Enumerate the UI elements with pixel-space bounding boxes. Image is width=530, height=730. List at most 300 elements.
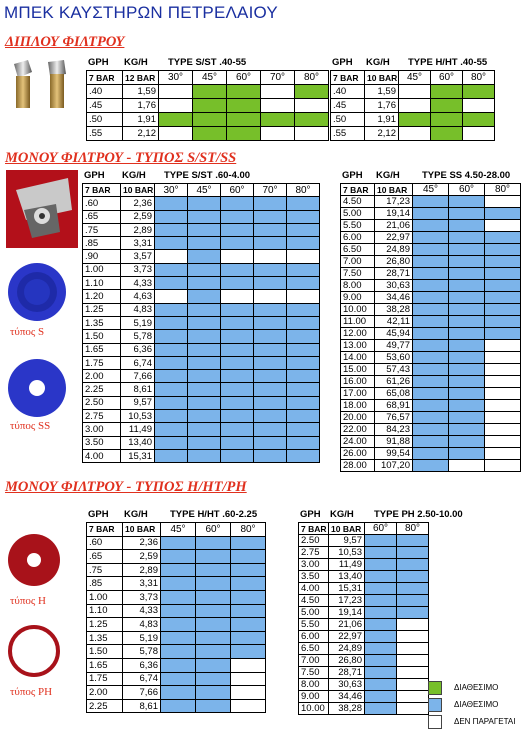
availability-cell: [397, 631, 429, 643]
availability-cell: [485, 244, 521, 256]
kgh-cell: 5,19: [123, 631, 161, 645]
kgh-cell: 4,33: [121, 277, 155, 290]
availability-cell: [449, 244, 485, 256]
kgh-cell: 26,80: [329, 655, 365, 667]
kgh-cell: 9,57: [121, 396, 155, 409]
table-row: [299, 559, 429, 571]
availability-cell: [449, 364, 485, 376]
kgh-cell: 76,57: [375, 412, 413, 424]
availability-cell: [155, 356, 188, 369]
kgh-cell: 10,53: [329, 547, 365, 559]
table-row: [83, 330, 320, 343]
kgh-cell: 22,97: [375, 232, 413, 244]
gph-cell: 7.50: [299, 667, 329, 679]
type-header: TYPE H/HT .40-55: [408, 57, 488, 68]
type-header: TYPE SS 4.50-28.00: [422, 170, 511, 181]
table-title-tbl5: [88, 509, 257, 520]
table-row: [341, 304, 521, 316]
bar2-header: 10 BAR: [329, 523, 365, 535]
availability-cell: [287, 263, 320, 276]
gph-header: GPH: [300, 509, 321, 520]
kgh-cell: 7,66: [123, 686, 161, 700]
kgh-cell: 2,89: [123, 563, 161, 577]
angle-header: 70°: [254, 184, 287, 197]
availability-cell: [159, 85, 193, 99]
availability-cell: [365, 595, 397, 607]
availability-cell: [155, 263, 188, 276]
availability-cell: [231, 686, 266, 700]
availability-cell: [161, 618, 196, 632]
kgh-cell: 9,57: [329, 535, 365, 547]
table-row: [83, 223, 320, 236]
kgh-cell: 1,76: [123, 99, 159, 113]
table-row: [87, 127, 329, 141]
table-row: [87, 604, 266, 618]
gph-cell: 3.00: [299, 559, 329, 571]
availability-cell: [287, 396, 320, 409]
kgh-cell: 107,20: [375, 460, 413, 472]
table-row: [299, 691, 429, 703]
table-row: [341, 364, 521, 376]
angle-header: 60°: [365, 523, 397, 535]
gph-cell: .85: [83, 237, 121, 250]
kgh-cell: 2,12: [365, 127, 399, 141]
bar2-header: 10 BAR: [365, 71, 399, 85]
availability-cell: [449, 412, 485, 424]
kgh-cell: 2,59: [121, 210, 155, 223]
gph-cell: 6.50: [341, 244, 375, 256]
availability-cell: [399, 127, 431, 141]
table-row: [83, 356, 320, 369]
availability-cell: [188, 263, 221, 276]
kgh-cell: 65,08: [375, 388, 413, 400]
availability-cell: [413, 244, 449, 256]
availability-cell: [161, 590, 196, 604]
availability-cell: [254, 223, 287, 236]
table-row: [341, 400, 521, 412]
table-row: [341, 340, 521, 352]
gph-cell: 1.35: [83, 316, 121, 329]
availability-cell: [155, 330, 188, 343]
availability-cell: [221, 423, 254, 436]
availability-cell: [254, 356, 287, 369]
availability-cell: [221, 396, 254, 409]
kgh-cell: 11,49: [329, 559, 365, 571]
availability-cell: [231, 550, 266, 564]
table-row: [299, 595, 429, 607]
availability-cell: [221, 316, 254, 329]
gph-cell: 6.00: [299, 631, 329, 643]
table-title-tbl2: [332, 57, 487, 68]
availability-cell: [159, 113, 193, 127]
availability-cell: [221, 197, 254, 210]
gph-header: GPH: [88, 57, 109, 68]
gph-cell: 2.00: [83, 370, 121, 383]
availability-cell: [193, 85, 227, 99]
availability-cell: [161, 672, 196, 686]
table-title-tbl4: [342, 170, 510, 181]
kgh-cell: 17,23: [329, 595, 365, 607]
availability-cell: [196, 563, 231, 577]
availability-cell: [227, 85, 261, 99]
availability-cell: [155, 383, 188, 396]
kgh-cell: 28,71: [375, 268, 413, 280]
kgh-cell: 2,59: [123, 550, 161, 564]
availability-cell: [188, 396, 221, 409]
availability-cell: [449, 316, 485, 328]
availability-cell: [295, 85, 329, 99]
availability-cell: [295, 127, 329, 141]
kgh-cell: 17,23: [375, 196, 413, 208]
availability-cell: [254, 197, 287, 210]
table-row: [341, 268, 521, 280]
nozzle-table-tbl5: [86, 522, 266, 713]
bar2-header: 10 BAR: [123, 523, 161, 537]
gph-cell: .40: [87, 85, 123, 99]
availability-cell: [413, 232, 449, 244]
availability-cell: [449, 436, 485, 448]
availability-cell: [227, 127, 261, 141]
availability-cell: [188, 436, 221, 449]
availability-cell: [397, 679, 429, 691]
availability-cell: [485, 352, 521, 364]
availability-cell: [161, 536, 196, 550]
table-row: [299, 535, 429, 547]
availability-cell: [413, 364, 449, 376]
availability-cell: [161, 577, 196, 591]
angle-header: 80°: [485, 184, 521, 196]
availability-cell: [221, 250, 254, 263]
availability-cell: [254, 396, 287, 409]
availability-cell: [365, 667, 397, 679]
table-row: [87, 618, 266, 632]
gph-cell: .75: [83, 223, 121, 236]
availability-cell: [231, 536, 266, 550]
gph-cell: 10.00: [341, 304, 375, 316]
availability-cell: [463, 127, 495, 141]
table-row: [83, 277, 320, 290]
availability-cell: [196, 699, 231, 713]
angle-header: 60°: [431, 71, 463, 85]
availability-cell: [231, 618, 266, 632]
availability-cell: [155, 210, 188, 223]
gph-cell: .60: [87, 536, 123, 550]
gph-cell: 6.50: [299, 643, 329, 655]
availability-cell: [221, 277, 254, 290]
availability-cell: [221, 410, 254, 423]
angle-header: 60°: [449, 184, 485, 196]
gph-cell: 5.50: [299, 619, 329, 631]
availability-cell: [413, 436, 449, 448]
legend-swatch: [428, 715, 442, 729]
availability-cell: [221, 330, 254, 343]
kgh-cell: 4,63: [121, 290, 155, 303]
availability-cell: [231, 645, 266, 659]
gph-cell: 1.35: [87, 631, 123, 645]
gph-cell: 1.25: [83, 303, 121, 316]
availability-cell: [254, 316, 287, 329]
availability-cell: [485, 460, 521, 472]
availability-cell: [231, 563, 266, 577]
bar-header: 7 BAR: [87, 71, 123, 85]
gph-header: GPH: [342, 170, 363, 181]
gph-cell: 3.50: [83, 436, 121, 449]
availability-cell: [365, 535, 397, 547]
availability-cell: [188, 449, 221, 462]
kgh-cell: 30,63: [329, 679, 365, 691]
gph-cell: 2.00: [87, 686, 123, 700]
gph-cell: 1.00: [83, 263, 121, 276]
kgh-cell: 10,53: [121, 410, 155, 423]
angle-header: 60°: [221, 184, 254, 197]
kgh-cell: 45,94: [375, 328, 413, 340]
gph-cell: 11.00: [341, 316, 375, 328]
availability-cell: [254, 303, 287, 316]
availability-cell: [196, 672, 231, 686]
availability-cell: [287, 237, 320, 250]
bar-header: 7 BAR: [341, 184, 375, 196]
table-row: [341, 436, 521, 448]
availability-cell: [254, 449, 287, 462]
kgh-cell: 57,43: [375, 364, 413, 376]
table-row: [87, 699, 266, 713]
availability-cell: [161, 604, 196, 618]
availability-cell: [485, 340, 521, 352]
availability-cell: [413, 208, 449, 220]
table-row: [83, 316, 320, 329]
availability-cell: [188, 356, 221, 369]
table-row: [341, 208, 521, 220]
availability-cell: [231, 658, 266, 672]
kgh-cell: 2,36: [123, 536, 161, 550]
section-single-filter-s: ΜΟΝΟΥ ΦΙΛΤΡΟΥ - ΤΥΠΟΣ S/ST/SS: [5, 150, 237, 166]
kgh-cell: 68,91: [375, 400, 413, 412]
table-row: [341, 388, 521, 400]
gph-cell: .50: [331, 113, 365, 127]
table-header-row: [83, 184, 320, 197]
availability-cell: [449, 388, 485, 400]
availability-cell: [287, 303, 320, 316]
table-row: [83, 410, 320, 423]
gph-cell: 16.00: [341, 376, 375, 388]
availability-cell: [287, 449, 320, 462]
bar-header: 7 BAR: [83, 184, 121, 197]
availability-cell: [221, 303, 254, 316]
availability-cell: [155, 197, 188, 210]
table-row: [299, 583, 429, 595]
availability-cell: [254, 370, 287, 383]
availability-cell: [413, 316, 449, 328]
availability-cell: [161, 563, 196, 577]
availability-cell: [193, 113, 227, 127]
angle-header: 80°: [397, 523, 429, 535]
gph-cell: 26.00: [341, 448, 375, 460]
kgh-cell: 21,06: [329, 619, 365, 631]
table-row: [341, 292, 521, 304]
availability-cell: [449, 292, 485, 304]
table-row: [83, 197, 320, 210]
availability-cell: [413, 460, 449, 472]
kgh-cell: 30,63: [375, 280, 413, 292]
availability-cell: [254, 290, 287, 303]
availability-cell: [485, 448, 521, 460]
table-row: [83, 210, 320, 223]
availability-cell: [196, 536, 231, 550]
availability-cell: [397, 559, 429, 571]
gph-cell: .45: [331, 99, 365, 113]
availability-cell: [413, 424, 449, 436]
gph-cell: 1.65: [87, 658, 123, 672]
availability-cell: [397, 667, 429, 679]
gph-cell: .65: [83, 210, 121, 223]
table-row: [83, 343, 320, 356]
table-row: [331, 85, 495, 99]
availability-cell: [196, 577, 231, 591]
type-header: TYPE S/ST .60-4.00: [164, 170, 251, 181]
availability-cell: [155, 316, 188, 329]
gph-cell: 2.75: [83, 410, 121, 423]
angle-header: 30°: [159, 71, 193, 85]
table-row: [331, 127, 495, 141]
table-row: [87, 672, 266, 686]
availability-cell: [221, 343, 254, 356]
availability-cell: [261, 127, 295, 141]
availability-cell: [365, 583, 397, 595]
table-row: [83, 250, 320, 263]
availability-cell: [188, 330, 221, 343]
availability-cell: [188, 343, 221, 356]
availability-cell: [231, 577, 266, 591]
table-title-tbl1: [88, 57, 246, 68]
angle-header: 80°: [231, 523, 266, 537]
table-row: [341, 352, 521, 364]
availability-cell: [231, 604, 266, 618]
kgh-cell: 3,57: [121, 250, 155, 263]
gph-cell: 1.50: [83, 330, 121, 343]
table-row: [341, 376, 521, 388]
availability-cell: [188, 423, 221, 436]
kgh-cell: 21,06: [375, 220, 413, 232]
table-row: [341, 328, 521, 340]
availability-cell: [155, 237, 188, 250]
availability-cell: [397, 691, 429, 703]
legend-text: ΔΕΝ ΠΑΡΑΓΕΤΑΙ: [454, 717, 516, 726]
availability-cell: [413, 340, 449, 352]
table-row: [87, 577, 266, 591]
table-row: [83, 449, 320, 462]
kgh-header: KG/H: [376, 170, 400, 181]
gph-cell: 12.00: [341, 328, 375, 340]
angle-header: 30°: [155, 184, 188, 197]
availability-cell: [413, 256, 449, 268]
legend-item: [428, 679, 515, 696]
kgh-cell: 99,54: [375, 448, 413, 460]
availability-cell: [413, 220, 449, 232]
availability-cell: [485, 424, 521, 436]
availability-cell: [188, 210, 221, 223]
gph-cell: 1.50: [87, 645, 123, 659]
availability-cell: [449, 448, 485, 460]
filter-s-icon: [6, 261, 68, 323]
kgh-cell: 6,36: [123, 658, 161, 672]
kgh-cell: 6,74: [121, 356, 155, 369]
kgh-cell: 1,59: [123, 85, 159, 99]
availability-cell: [413, 412, 449, 424]
kgh-cell: 42,11: [375, 316, 413, 328]
legend-item: [428, 696, 515, 713]
kgh-cell: 1,91: [123, 113, 159, 127]
availability-cell: [188, 316, 221, 329]
angle-header: 60°: [196, 523, 231, 537]
kgh-cell: 24,89: [329, 643, 365, 655]
availability-cell: [413, 376, 449, 388]
table-header-row: [87, 71, 329, 85]
availability-cell: [155, 436, 188, 449]
kgh-cell: 26,80: [375, 256, 413, 268]
bar2-header: 12 BAR: [123, 71, 159, 85]
kgh-cell: 6,74: [123, 672, 161, 686]
gph-cell: 9.00: [299, 691, 329, 703]
availability-cell: [155, 449, 188, 462]
gph-cell: 13.00: [341, 340, 375, 352]
availability-cell: [155, 343, 188, 356]
availability-cell: [397, 655, 429, 667]
gph-cell: 20.00: [341, 412, 375, 424]
gph-cell: 2.50: [83, 396, 121, 409]
availability-cell: [155, 250, 188, 263]
table-row: [341, 220, 521, 232]
kgh-cell: 2,12: [123, 127, 159, 141]
availability-cell: [196, 604, 231, 618]
availability-cell: [397, 535, 429, 547]
availability-cell: [413, 328, 449, 340]
table-row: [341, 196, 521, 208]
availability-cell: [485, 328, 521, 340]
kgh-cell: 7,66: [121, 370, 155, 383]
table-row: [83, 423, 320, 436]
availability-cell: [463, 85, 495, 99]
availability-cell: [287, 410, 320, 423]
gph-cell: .75: [87, 563, 123, 577]
gph-cell: .65: [87, 550, 123, 564]
angle-header: 45°: [193, 71, 227, 85]
availability-cell: [397, 619, 429, 631]
availability-cell: [254, 343, 287, 356]
availability-cell: [485, 364, 521, 376]
kgh-cell: 1,76: [365, 99, 399, 113]
availability-cell: [485, 388, 521, 400]
kgh-cell: 8,61: [123, 699, 161, 713]
table-row: [341, 316, 521, 328]
availability-cell: [449, 340, 485, 352]
availability-cell: [188, 383, 221, 396]
availability-cell: [159, 127, 193, 141]
availability-cell: [254, 210, 287, 223]
kgh-header: KG/H: [366, 57, 390, 68]
availability-cell: [221, 237, 254, 250]
availability-cell: [231, 672, 266, 686]
availability-cell: [413, 388, 449, 400]
availability-cell: [193, 127, 227, 141]
availability-cell: [254, 237, 287, 250]
kgh-cell: 3,73: [121, 263, 155, 276]
availability-cell: [449, 220, 485, 232]
gph-cell: 8.00: [299, 679, 329, 691]
bar-header: 7 BAR: [331, 71, 365, 85]
table-row: [341, 424, 521, 436]
gph-cell: 3.00: [83, 423, 121, 436]
nozzle-table-tbl2: [330, 70, 495, 141]
